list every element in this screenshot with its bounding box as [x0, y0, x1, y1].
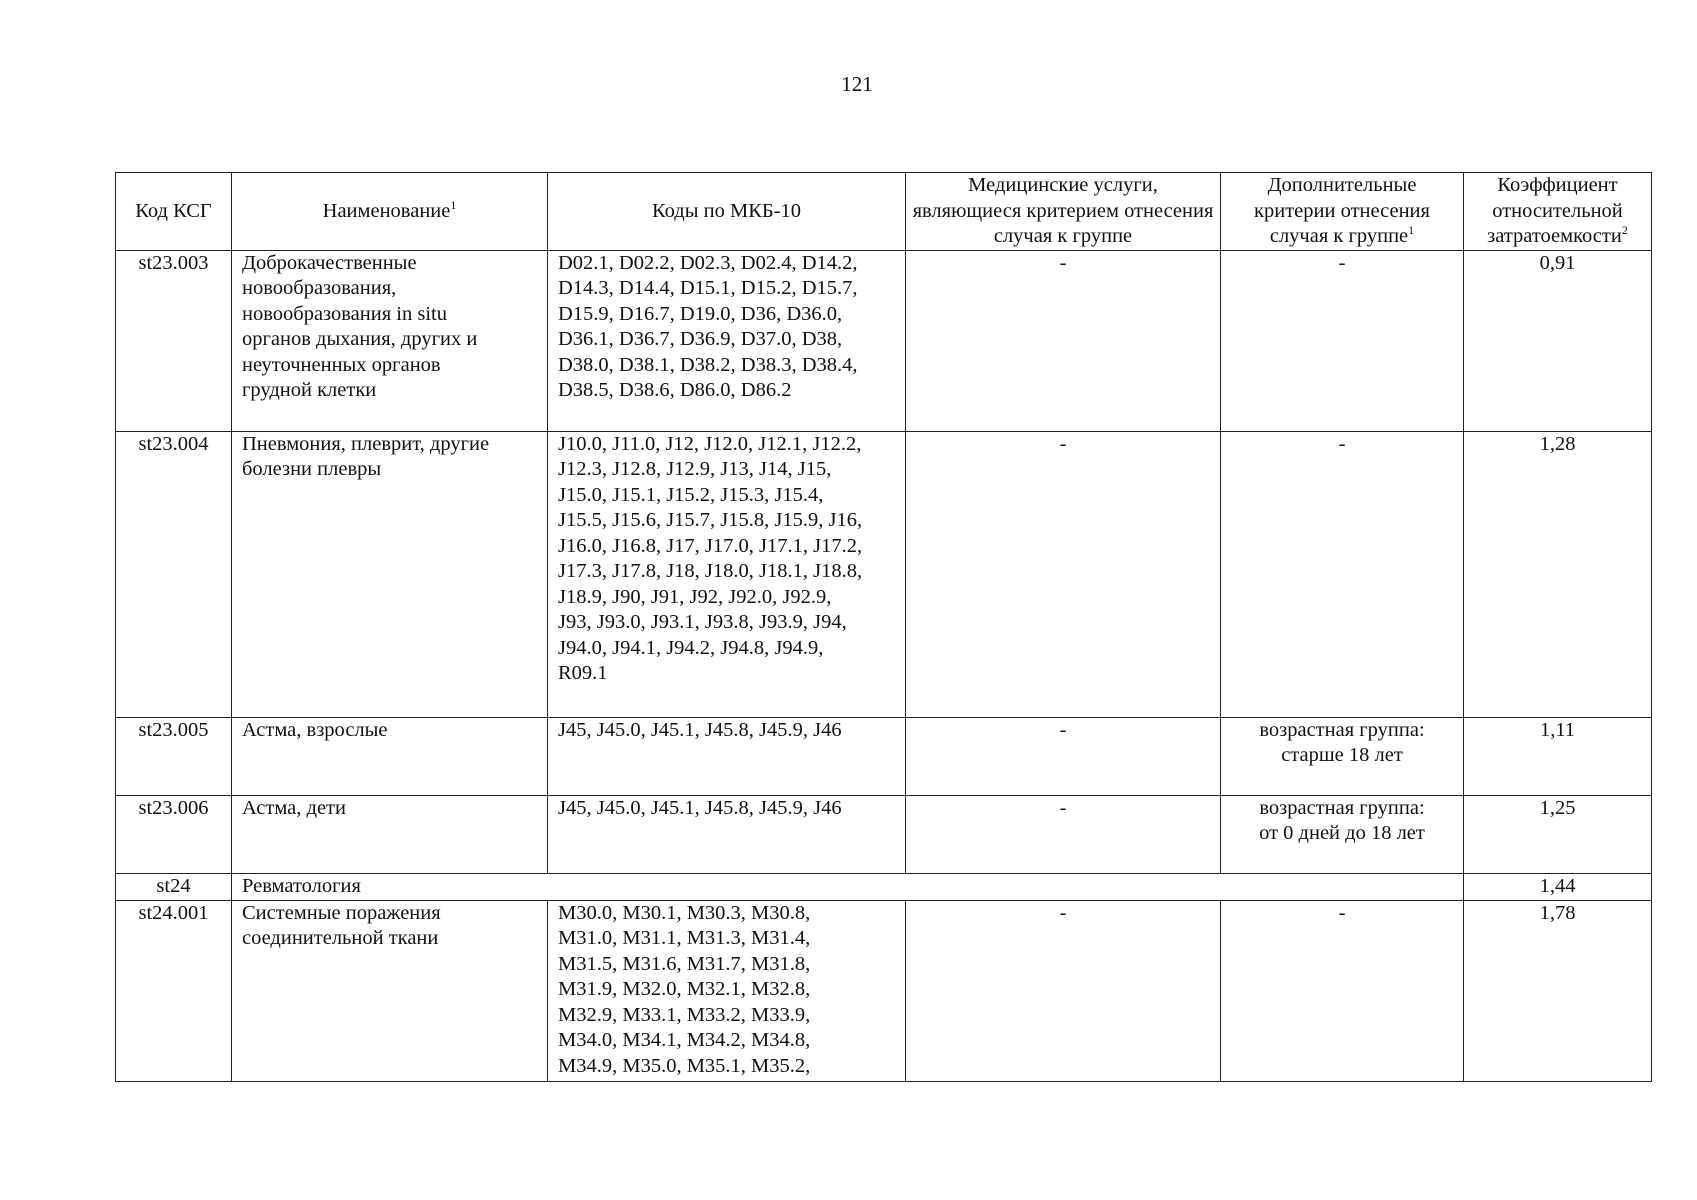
cell-services: - [906, 717, 1221, 795]
footnote-marker: 2 [1621, 223, 1628, 238]
cell-name: Пневмония, плеврит, другие болезни плевры [232, 431, 548, 717]
cell-coefficient: 0,91 [1464, 250, 1652, 431]
cell-code: st23.006 [116, 795, 232, 873]
cell-name: Системные поражения соединительной ткани [232, 900, 548, 1081]
cell-extra-criteria: - [1221, 431, 1464, 717]
cell-icd-codes: M30.0, M30.1, M30.3, M30.8, M31.0, M31.1, M31.3, M31.4, M31.5, M31.6, M31.7, M31.8, M31.9, M32.0, M32.1, M32.8, M32.9, M33.1, M33.2, M33.9, M34.0, M34.1, M34.2, M34.8, M34.9, M35.0, M35.1, M35.2, [548, 900, 906, 1081]
cell-name: Астма, дети [232, 795, 548, 873]
section-coefficient: 1,44 [1464, 873, 1652, 900]
footnote-marker: 1 [1408, 223, 1415, 238]
cell-coefficient: 1,11 [1464, 717, 1652, 795]
header-services: Медицинские услуги, являющиеся критерием отнесения случая к группе [906, 173, 1221, 251]
header-icd: Коды по МКБ-10 [548, 173, 906, 251]
section-code: st24 [116, 873, 232, 900]
cell-extra-criteria: - [1221, 250, 1464, 431]
cell-icd-codes: J45, J45.0, J45.1, J45.8, J45.9, J46 [548, 795, 906, 873]
cell-icd-codes: J10.0, J11.0, J12, J12.0, J12.1, J12.2, J12.3, J12.8, J12.9, J13, J14, J15, J15.0, J15.1, J15.2, J15.3, J15.4, J15.5, J15.6, J15.7, J15.8, J15.9, J16, J16.0, J16.8, J17, J17.0, J17.1, J17.2, J17.3, J17.8, J18, J18.0, J18.1, J18.8, J18.9, J90, J91, J92, J92.0, J92.9, J93, J93.0, J93.1, J93.8, J93.9, J94, J94.0, J94.1, J94.2, J94.8, J94.9, R09.1 [548, 431, 906, 717]
cell-icd-codes: J45, J45.0, J45.1, J45.8, J45.9, J46 [548, 717, 906, 795]
cell-services: - [906, 900, 1221, 1081]
cell-code: st23.004 [116, 431, 232, 717]
header-extra: Дополнительные критерии отнесения случая к группе$^1$ [1221, 173, 1464, 251]
cell-extra-criteria: - [1221, 900, 1464, 1081]
header-name: Наименование$^1$ [232, 173, 548, 251]
cell-code: st23.003 [116, 250, 232, 431]
cell-code: st23.005 [116, 717, 232, 795]
table-row [116, 900, 1652, 1081]
header-row [116, 173, 1652, 251]
cell-services: - [906, 795, 1221, 873]
cell-services: - [906, 431, 1221, 717]
ksg-table [115, 172, 1652, 1082]
cell-services: - [906, 250, 1221, 431]
section-row [116, 873, 1652, 900]
cell-coefficient: 1,25 [1464, 795, 1652, 873]
cell-code: st24.001 [116, 900, 232, 1081]
footnote-marker: 1 [450, 197, 457, 212]
page-number: 121 [841, 72, 873, 96]
table-row [116, 795, 1652, 873]
header-coef: Коэффициент относительной затратоемкости$^2$ [1464, 173, 1652, 251]
table-row [116, 717, 1652, 795]
table-row [116, 250, 1652, 431]
header-code: Код КСГ [116, 173, 232, 251]
cell-icd-codes: D02.1, D02.2, D02.3, D02.4, D14.2, D14.3, D14.4, D15.1, D15.2, D15.7, D15.9, D16.7, D19.0, D36, D36.0, D36.1, D36.7, D36.9, D37.0, D38, D38.0, D38.1, D38.2, D38.3, D38.4, D38.5, D38.6, D86.0, D86.2 [548, 250, 906, 431]
section-name: Ревматология [232, 873, 1464, 900]
table-row [116, 431, 1652, 717]
cell-name: Доброкачественные новообразования, новообразования in situ органов дыхания, других и неуточненных органов грудной клетки [232, 250, 548, 431]
cell-coefficient: 1,28 [1464, 431, 1652, 717]
cell-coefficient: 1,78 [1464, 900, 1652, 1081]
cell-name: Астма, взрослые [232, 717, 548, 795]
cell-extra-criteria: возрастная группа: старше 18 лет [1221, 717, 1464, 795]
cell-extra-criteria: возрастная группа: от 0 дней до 18 лет [1221, 795, 1464, 873]
